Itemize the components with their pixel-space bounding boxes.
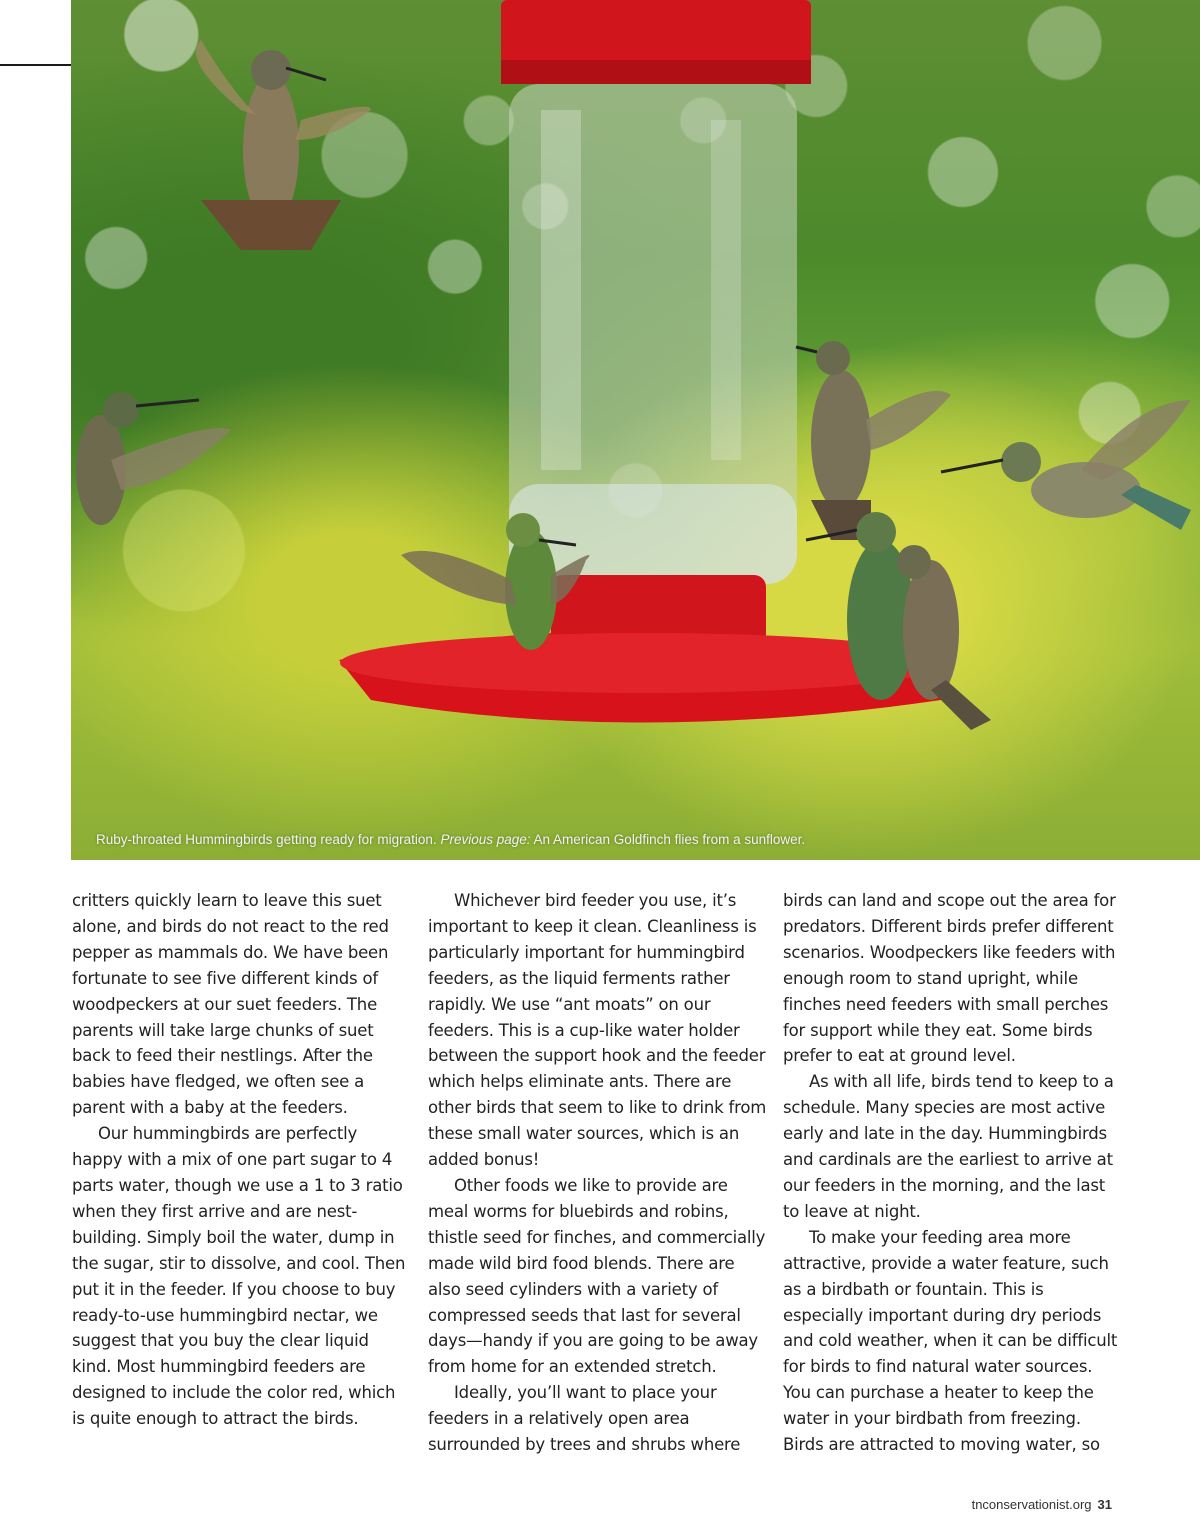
article-column-2	[428, 888, 768, 1458]
hummingbird-feeder-photo	[71, 0, 1200, 860]
article-column-1	[72, 888, 412, 1432]
hummingbird-right-upper	[796, 341, 951, 540]
photo-illustration	[71, 0, 1200, 860]
corner-rule	[0, 64, 72, 66]
paragraph: Other foods we like to provide are meal worms for bluebirds and robins, thistle seed for finches, and commercially made wild bird food blends. There are also seed cylinders with a variety of compressed seeds that last for several days—handy if you are going to be away from home for an extended stretch.	[428, 1175, 766, 1377]
photo-caption: Ruby-throated Hummingbirds getting ready for migration. Previous page: An American Goldfinch flies from a sunflower.	[96, 832, 806, 847]
footer-site-url: tnconservationist.org	[971, 1497, 1092, 1512]
hummingbird-left-edge	[76, 392, 231, 525]
hummingbird-top-left	[196, 40, 371, 250]
paragraph: Our hummingbirds are perfectly happy with a mix of one part sugar to 4 parts water, though we use a 1 to 3 ratio when they first arrive and are nest-building. Simply boil the water, dump in the sugar, stir to dissolve, and cool. Then put it in the feeder. If you choose to buy ready-to-use hummingbird nectar, we suggest that you buy the clear liquid kind. Most hummingbird feeders are designed to include the color red, which is quite enough to attract the birds.	[72, 1124, 406, 1429]
article-column-3	[783, 888, 1123, 1458]
paragraph: As with all life, birds tend to keep to a schedule. Many species are most active early and late in the day. Hummingbirds and cardinals are the earliest to arrive at our feeders in the morning, and the last to leave at night.	[783, 1072, 1114, 1221]
paragraph: birds can land and scope out the area for predators. Different birds prefer different scenarios. Woodpeckers like feeders with enough room to stand upright, while finches need feeders with small perches for support while they eat. Some birds prefer to eat at ground level.	[783, 891, 1116, 1066]
hummingbird-right-flying	[941, 400, 1191, 530]
paragraph: To make your feeding area more attractive, provide a water feature, such as a birdbath or fountain. This is especially important during dry periods and cold weather, when it can be difficult for birds to find natural water sources. You can purchase a heater to keep the water in your birdbath from freezing. Birds are attracted to moving water, so	[783, 1227, 1118, 1455]
caption-reference-label: Previous page:	[440, 832, 531, 847]
paragraph: Whichever bird feeder you use, it’s important to keep it clean. Cleanliness is particularly important for hummingbird feeders, as the liquid ferments rather rapidly. We use “ant moats” on our feeders. This is a cup-like water holder between the support hook and the feeder which helps eliminate ants. There are other birds that seem to like to drink from these small water sources, which is an added bonus!	[428, 891, 767, 1170]
paragraph: Ideally, you’ll want to place your feeders in a relatively open area surrounded by trees and shrubs where	[428, 1383, 741, 1455]
page-number: 31	[1097, 1497, 1112, 1512]
paragraph: critters quickly learn to leave this suet alone, and birds do not react to the red pepper as mammals do. We have been fortunate to see five different kinds of woodpeckers at our suet feeders. The parents will take large chunks of suet back to feed their nestlings. After the babies have fledged, we often see a parent with a baby at the feeders.	[72, 891, 389, 1118]
page-footer	[972, 1497, 1112, 1512]
